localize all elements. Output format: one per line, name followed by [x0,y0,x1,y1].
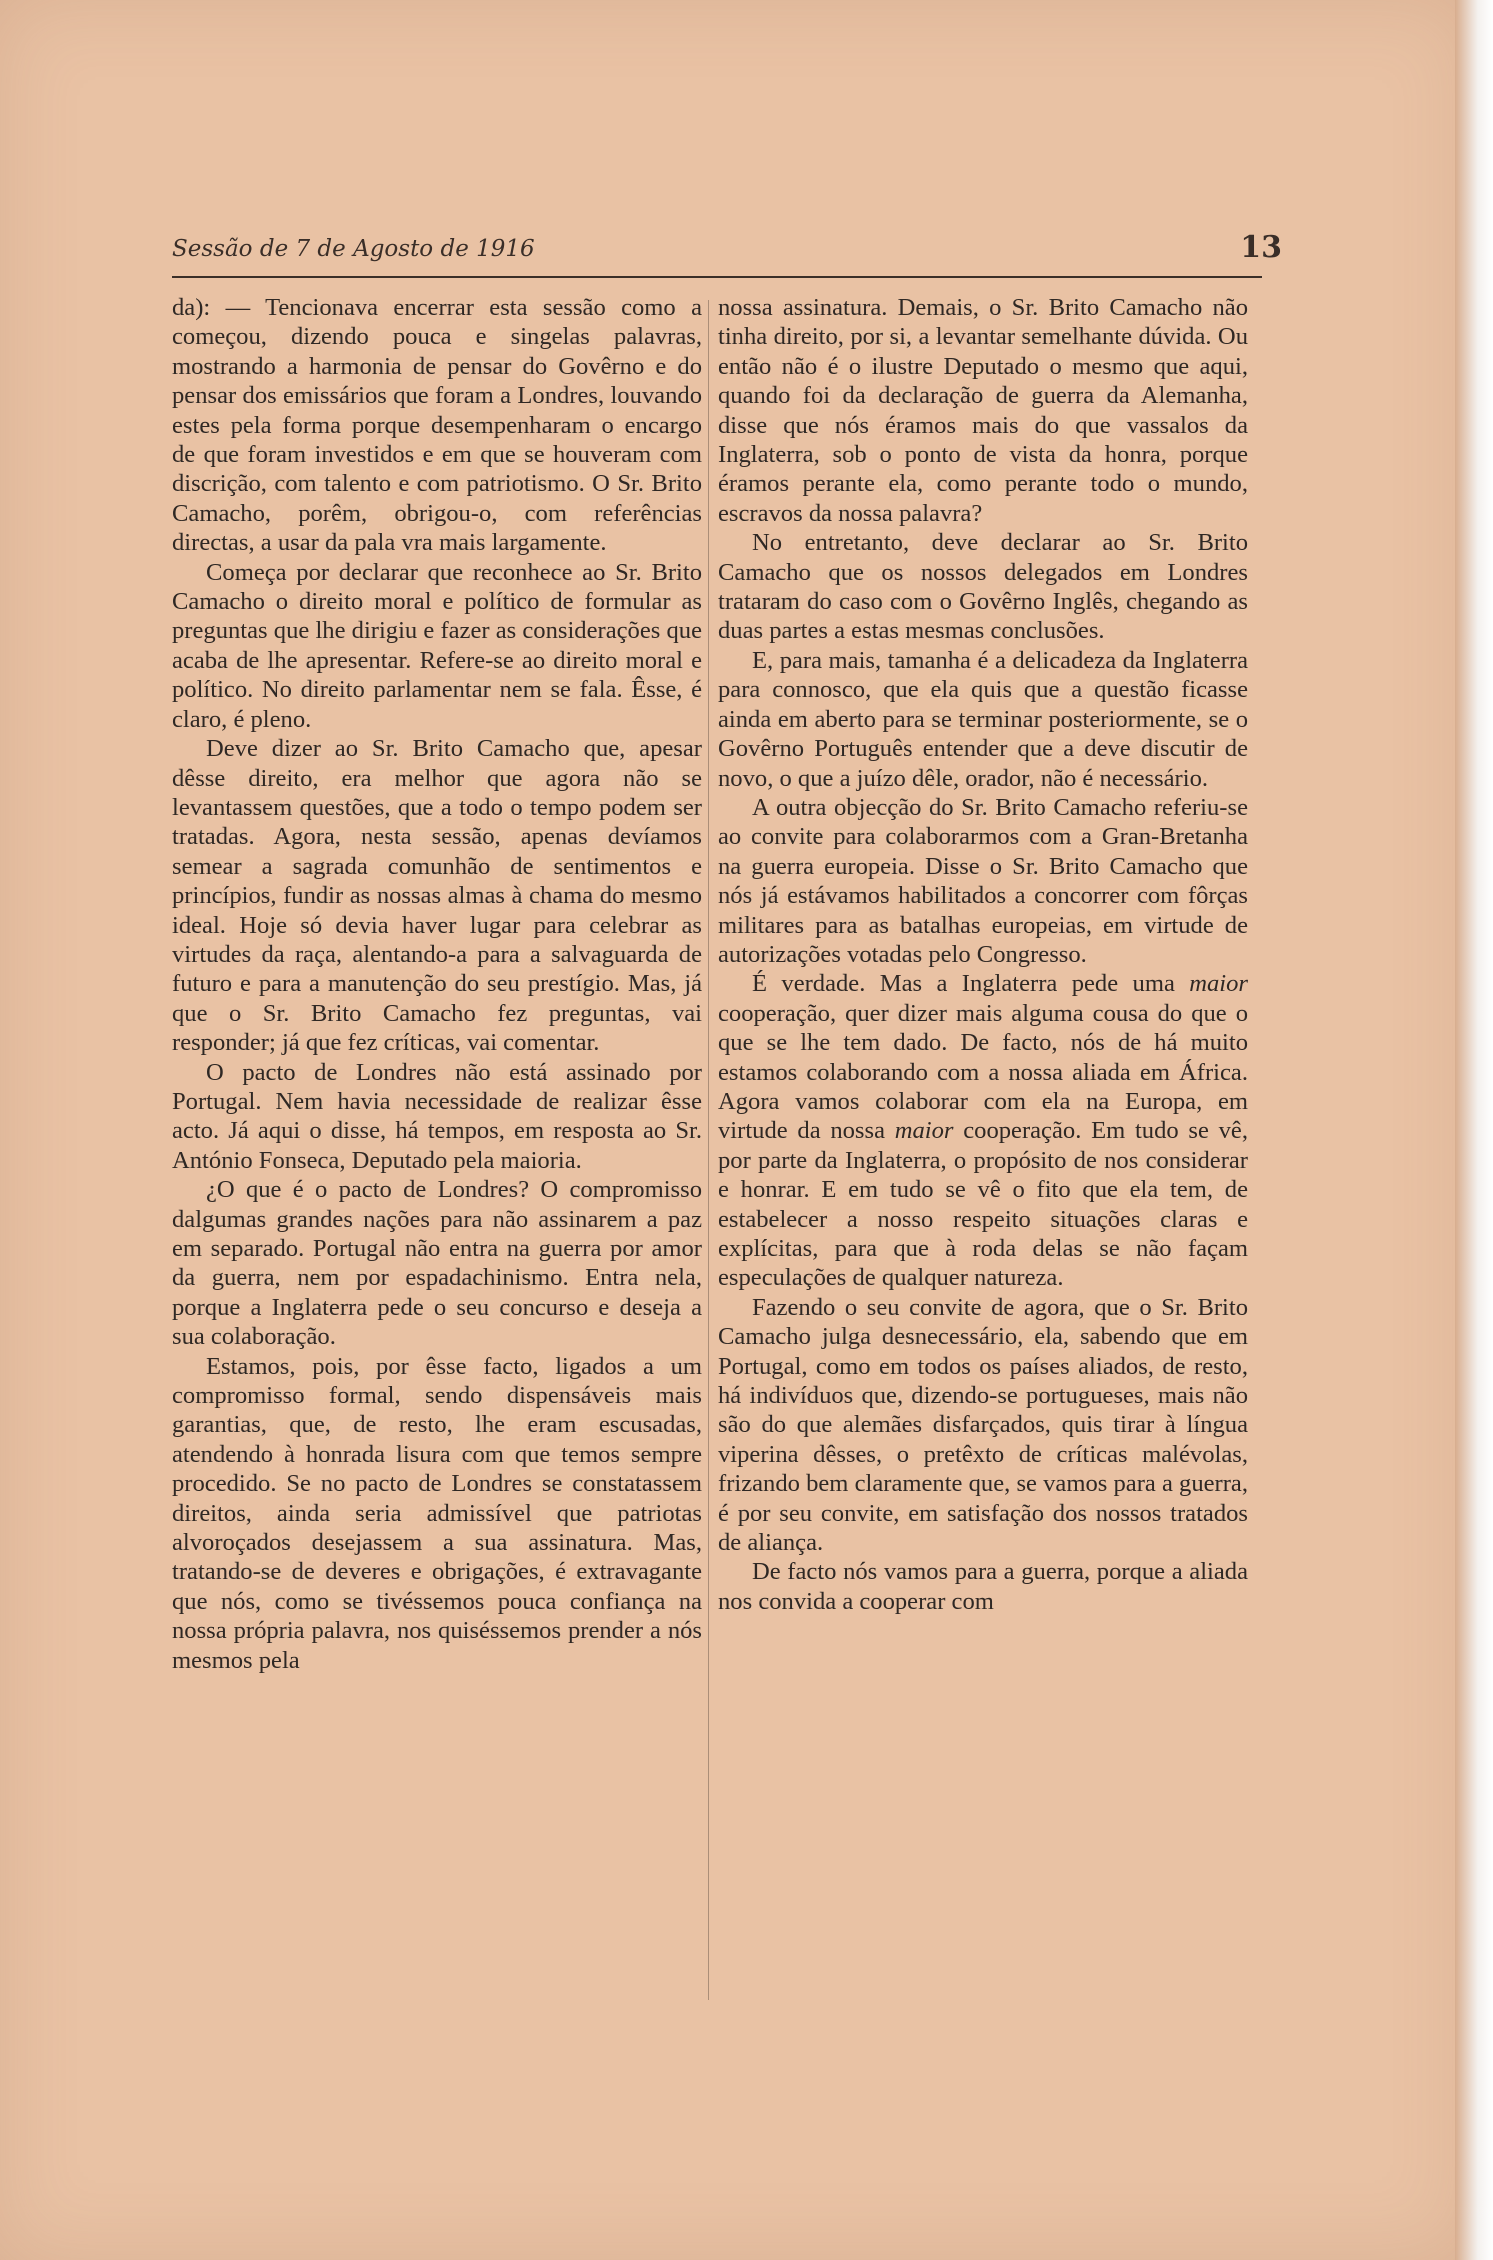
column-divider [708,300,709,2000]
text-segment: cooperação, quer dizer mais alguma cousa do que o que se lhe tem dado. De facto, nós de há muito estamos colaborando com a nossa aliada em África. Agora vamos colaborar com ela na Europa, em virtude da nossa [718,999,1248,1145]
paragraph: No entretanto, deve declarar ao Sr. Brito Camacho que os nossos delegados em Londres trataram do caso com o Govêrno Inglês, chegando as duas partes a estas mesmas conclusões. [718,529,1248,645]
paragraph: ¿O que é o pacto de Londres? O compromisso dalgumas grandes nações para não assinarem a paz em separado. Portugal não entra na guerra por amor da guerra, nem por espadachinismo. Entra nela, porque a Inglaterra pede o seu concurso e deseja a sua colaboração. [172,1176,702,1351]
paragraph: De facto nós vamos para a guerra, porque a aliada nos convida a cooperar com [718,1558,1248,1615]
paragraph: Começa por declarar que reconhece ao Sr. Brito Camacho o direito moral e político de formular as preguntas que lhe dirigiu e fazer as considerações que acaba de lhe apresentar. Refere-se ao direito moral e político. No direito parlamentar nem se fala. Êsse, é claro, é pleno. [172,558,702,733]
emphasis-segment: maior [1189,970,1248,998]
page-edge [1455,0,1493,2260]
text-segment: cooperação. Em tudo se vê, por parte da Inglaterra, o propósito de nos considerar e honrar. E em tudo se vê o fito que ela tem, de estabelecer a nosso respeito situações claras e explícitas, para que à roda delas se não façam especulações de qualquer natureza. [718,1117,1248,1292]
paragraph: O pacto de Londres não está assinado por Portugal. Nem havia necessidade de realizar êsse acto. Já aqui o disse, há tempos, em resposta ao Sr. António Fonseca, Deputado pela maioria. [172,1058,702,1174]
paragraph [718,969,1248,1292]
paragraph: E, para mais, tamanha é a delicadeza da Inglaterra para connosco, que ela quis que a questão ficasse ainda em aberto para se terminar posteriormente, se o Govêrno Português entender que a deve discutir de novo, o que a juízo dêle, orador, não é necessário. [718,646,1248,792]
left-column [172,293,702,1675]
text-segment: É verdade. Mas a Inglaterra pede uma [752,970,1190,998]
running-header [172,230,1282,278]
right-column [718,293,1248,1616]
paragraph: Deve dizer ao Sr. Brito Camacho que, apesar dêsse direito, era melhor que agora não se levantassem questões, que a todo o tempo podem ser tratadas. Agora, nesta sessão, apenas devíamos semear a sagrada comunhão de sentimentos e princípios, fundir as nossas almas à chama do mesmo ideal. Hoje só devia haver lugar para celebrar as virtudes da raça, alentando-a para a salvaguarda de futuro e para a manutenção do seu prestígio. Mas, já que o Sr. Brito Camacho fez preguntas, vai responder; já que fez críticas, vai comentar. [172,735,702,1057]
paragraph: nossa assinatura. Demais, o Sr. Brito Camacho não tinha direito, por si, a levantar semelhante dúvida. Ou então não é o ilustre Deputado o mesmo que aqui, quando foi da declaração de guerra da Alemanha, disse que nós éramos mais do que vassalos da Inglaterra, sob o ponto de vista da honra, porque éramos perante ela, como perante todo o mundo, escravos da nossa palavra? [718,294,1248,527]
paragraph: Fazendo o seu convite de agora, que o Sr. Brito Camacho julga desnecessário, ela, sabendo que em Portugal, como em todos os países aliados, de resto, há indivíduos que, dizendo-se portugueses, mais não são do que alemães disfarçados, quis tirar à língua viperina dêsses, o pretêxto de críticas malévolas, frizando bem claramente que, se vamos para a guerra, é por seu convite, em satisfação dos nossos tratados de aliança. [718,1293,1248,1557]
emphasis-segment: maior [894,1117,954,1145]
running-title: Sessão de 7 de Agosto de 1916 [172,236,535,262]
paragraph: Estamos, pois, por êsse facto, ligados a um compromisso formal, sendo dispensáveis mais garantias, que, de resto, lhe eram escusadas, atendendo à honrada lisura com que temos sempre procedido. Se no pacto de Londres se constatassem direitos, ainda seria admissível que patriotas alvoroçados desejassem a sua assinatura. Mas, tratando-se de deveres e obrigações, é extravagante que nós, como se tivéssemos pouca confiança na nossa própria palavra, nos quiséssemos prender a nós mesmos pela [172,1352,702,1674]
paragraph: da): — Tencionava encerrar esta sessão como a começou, dizendo pouca e singelas palavras, mostrando a harmonia de pensar do Govêrno e do pensar dos emissários que foram a Londres, louvando estes pela forma porque desempenharam o encargo de que foram investidos e em que se houveram com discrição, com talento e com patriotismo. O Sr. Brito Camacho, porêm, obrigou-o, com referências directas, a usar da pala vra mais largamente. [172,294,702,557]
paragraph: A outra objecção do Sr. Brito Camacho referiu-se ao convite para colaborarmos com a Gran-Bretanha na guerra europeia. Disse o Sr. Brito Camacho que nós já estávamos habilitados a concorrer com fôrças militares para as batalhas europeias, em virtude de autorizações votadas pelo Congresso. [718,793,1248,968]
page-number: 13 [1240,230,1282,265]
